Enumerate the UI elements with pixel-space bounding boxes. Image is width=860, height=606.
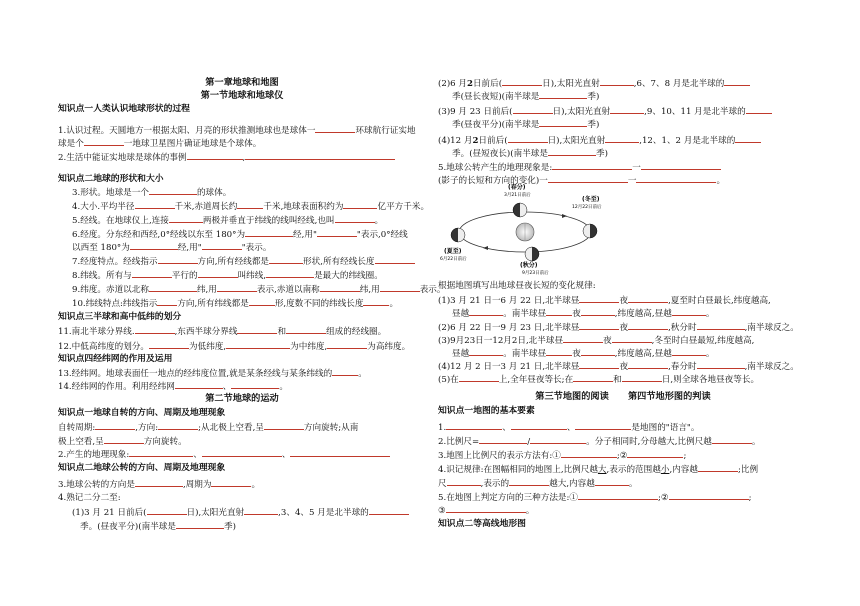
summer-date: 6月22日前后 xyxy=(440,257,467,262)
spring-date: 3月21日前后 xyxy=(504,193,531,198)
r-line-3: (4)12 月2日前后( 日),太阳光直射 ,12、1、2 月是北半球的 xyxy=(438,133,761,148)
summer-label: (夏至) xyxy=(444,248,462,255)
r-line-13: 3.地图上比例尺的表示方法有:① ;② ; xyxy=(438,448,686,463)
line-14: 14.经纬网的作用。利用经纬网 、 。 xyxy=(58,379,288,394)
line-19: (1)3 月 21 日前后( 日),太阳光直射 ,3、4、5 月是北半球的 xyxy=(58,505,409,520)
section-title-1: 第一节地球和地球仪 xyxy=(200,90,284,101)
line-16: 2.产生的地理现象: 、 、 xyxy=(58,447,390,462)
r-line-10: (5)在 上,全年昼夜等长;在 和 日,则全球各地昼夜等长。 xyxy=(438,372,759,387)
chapter-title: 第一章地球和地图 xyxy=(205,77,279,88)
r-line-6b: 昼越 。南半球昼 夜 ,纬度越高,昼越 。 xyxy=(438,306,714,321)
autumn-label: (秋分) xyxy=(520,262,538,269)
line-12: 12.中低高纬度的划分。 为低纬度, 为中纬度, 为高纬度。 xyxy=(58,339,410,354)
line-19b: 季。(昼夜平分)(南半球是 季) xyxy=(58,519,236,534)
r-line-9: (4)12 月 2 日一3 月 21 日,北半球昼 夜 ,春分时 ,南半球反之。 xyxy=(438,359,799,374)
r-line-2b: 季(昼夜平分)(南半球是 季) xyxy=(438,117,599,132)
r-line-12: 2.比例尺= / 。分子相同时,分母越大,比例尺越 。 xyxy=(438,434,760,449)
orbit-arrow-icon xyxy=(562,214,567,218)
knowledge-point-2: 知识点二地球的形状和大小 xyxy=(58,174,164,184)
line-15b: 极上空看,呈 方向旋转。 xyxy=(58,434,187,449)
line-8: 8.纬线。所有与 平行的 叫纬线, 是最大的纬线圈。 xyxy=(58,268,383,283)
r-line-8b: 昼越 。南半球昼 夜 ,纬度越高,昼越 。 xyxy=(438,346,714,361)
r-line-7: (2)6 月 22 日一9 月 23 日,北半球昼 夜 ,秋分时 ,南半球反之。 xyxy=(438,320,799,335)
knowledge-point-3: 知识点三半球和高中低纬的划分 xyxy=(58,312,182,322)
r-line-14b: 尺 ,表示的 越大,内容越 。 xyxy=(438,476,637,491)
knowledge-point-8: 知识点二等高线地形图 xyxy=(438,519,526,529)
knowledge-point-7: 知识点一地图的基本要素 xyxy=(438,406,535,416)
knowledge-point-1: 知识点一人类认识地球形状的过程 xyxy=(58,104,190,114)
winter-date: 12月22日前后 xyxy=(572,205,602,210)
r-line-5: 根据地图填写出地球昼夜长短的变化规律: xyxy=(438,281,596,291)
r-line-1b: 季(昼长夜短)(南半球是 季) xyxy=(438,89,599,104)
r-line-8: (3)9月23日一12月2日,北半球昼 夜 ,冬至时白昼最短,纬度越高, xyxy=(438,333,754,348)
spring-earth xyxy=(513,203,527,217)
line-13: 13.经纬网。地球表面任一地点的经纬度位置,就是某条经线与某条纬线的 。 xyxy=(58,366,367,381)
line-6: 6.经度。分东经和西经,0°经线以东至 180°为 经,用" "表示,0°经线 xyxy=(58,227,408,242)
r-line-14: 4.识记规律:在图幅相同的地图上,比例尺越大,表示的范围越小,内容越 ;比例 xyxy=(438,462,758,477)
knowledge-point-4: 知识点四经纬网的作用及运用 xyxy=(58,354,173,364)
line-5: 5.经线。在地球仪上,连接 两极并垂直于纬线的线叫经线,也叫 。 xyxy=(58,213,383,228)
earth-orbit-diagram xyxy=(440,183,610,275)
line-2: 2.生活中能证实地球是球体的事例 , xyxy=(58,150,395,165)
spring-label: (春分) xyxy=(508,184,526,191)
line-10: 10.纬线特点:纬线指示 方向,所有纬线都是 形,度数不同的纬线长度 。 xyxy=(58,296,398,311)
orbit-arrow-icon xyxy=(483,246,488,250)
section-title-2: 第二节地球的运动 xyxy=(205,393,279,404)
section-title-3: 第三节地图的阅读 第四节地形图的判读 xyxy=(535,391,711,402)
r-line-1: (2)6 月2日前后( 日),太阳光直射 ,6、7、8 月是北半球的 xyxy=(438,76,750,91)
r-line-6: (1)3 月 21 日一6 月 22 日,北半球昼 夜 ,夏至时白昼最长,纬度越高, xyxy=(438,293,771,308)
line-7: 7.经度特点。经线指示 方向,所有经线都是 形状,所有经线长度 xyxy=(58,254,415,269)
autumn-earth xyxy=(525,247,539,261)
line-3: 3.形状。地球是一个 的球体。 xyxy=(58,185,231,200)
r-line-4: 5.地球公转产生的地理现象是: 一 xyxy=(438,160,721,175)
winter-label: (冬至) xyxy=(582,196,600,203)
r-line-3b: 季。(昼短夜长)(南半球是 季) xyxy=(438,146,608,161)
r-line-11: 1. 、 、 是地图的"语言"。 xyxy=(438,420,699,435)
line-18: 4.熟记二分二至: xyxy=(58,493,121,503)
r-line-15b: ③ 。 xyxy=(438,503,534,518)
line-11: 11.南北半球分界线. ,东西半球分界线 和 组成的经线圈。 xyxy=(58,324,386,339)
r-line-4b: (影子的长短和方向的变化)一 一 。 xyxy=(438,173,725,188)
winter-earth xyxy=(583,224,597,238)
knowledge-point-5: 知识点一地球自转的方向、周期及地理现象 xyxy=(58,408,226,418)
line-15: 自转周期: ,方向: ;从北极上空看,呈 方向旋转;从南 xyxy=(58,420,358,435)
line-6b: 以西至 180°为 经,用" "表示。 xyxy=(58,240,271,255)
autumn-date: 9月23日前后 xyxy=(522,271,549,275)
line-1: 1.认识过程。天圆地方一根据太阳、月亮的形状推测地球也是球体一 环球航行证实地 xyxy=(58,123,416,138)
line-17: 3.地球公转的方向是 ,周期为 。 xyxy=(58,477,260,492)
line-9: 9.纬度。赤道以北称 纬,用 表示,赤道以南称 纬,用 表示。 xyxy=(58,282,445,297)
line-4: 4.大小.平均半径 千米,赤道周长约 千米,地球表面积约为 亿平方千米。 xyxy=(58,199,429,214)
line-1b: 球是个 一地球卫星图片确证地球是个球体。 xyxy=(58,136,261,151)
r-line-15: 5.在地图上判定方向的三种方法是:① ;② ; xyxy=(438,490,752,505)
r-line-2: (3)9 月 23 日前后( 日),太阳光直射 ,9、10、11 月是北半球的 xyxy=(438,104,772,119)
summer-earth xyxy=(451,228,465,242)
knowledge-point-6: 知识点二地球公转的方向、周期及地理现象 xyxy=(58,463,226,473)
